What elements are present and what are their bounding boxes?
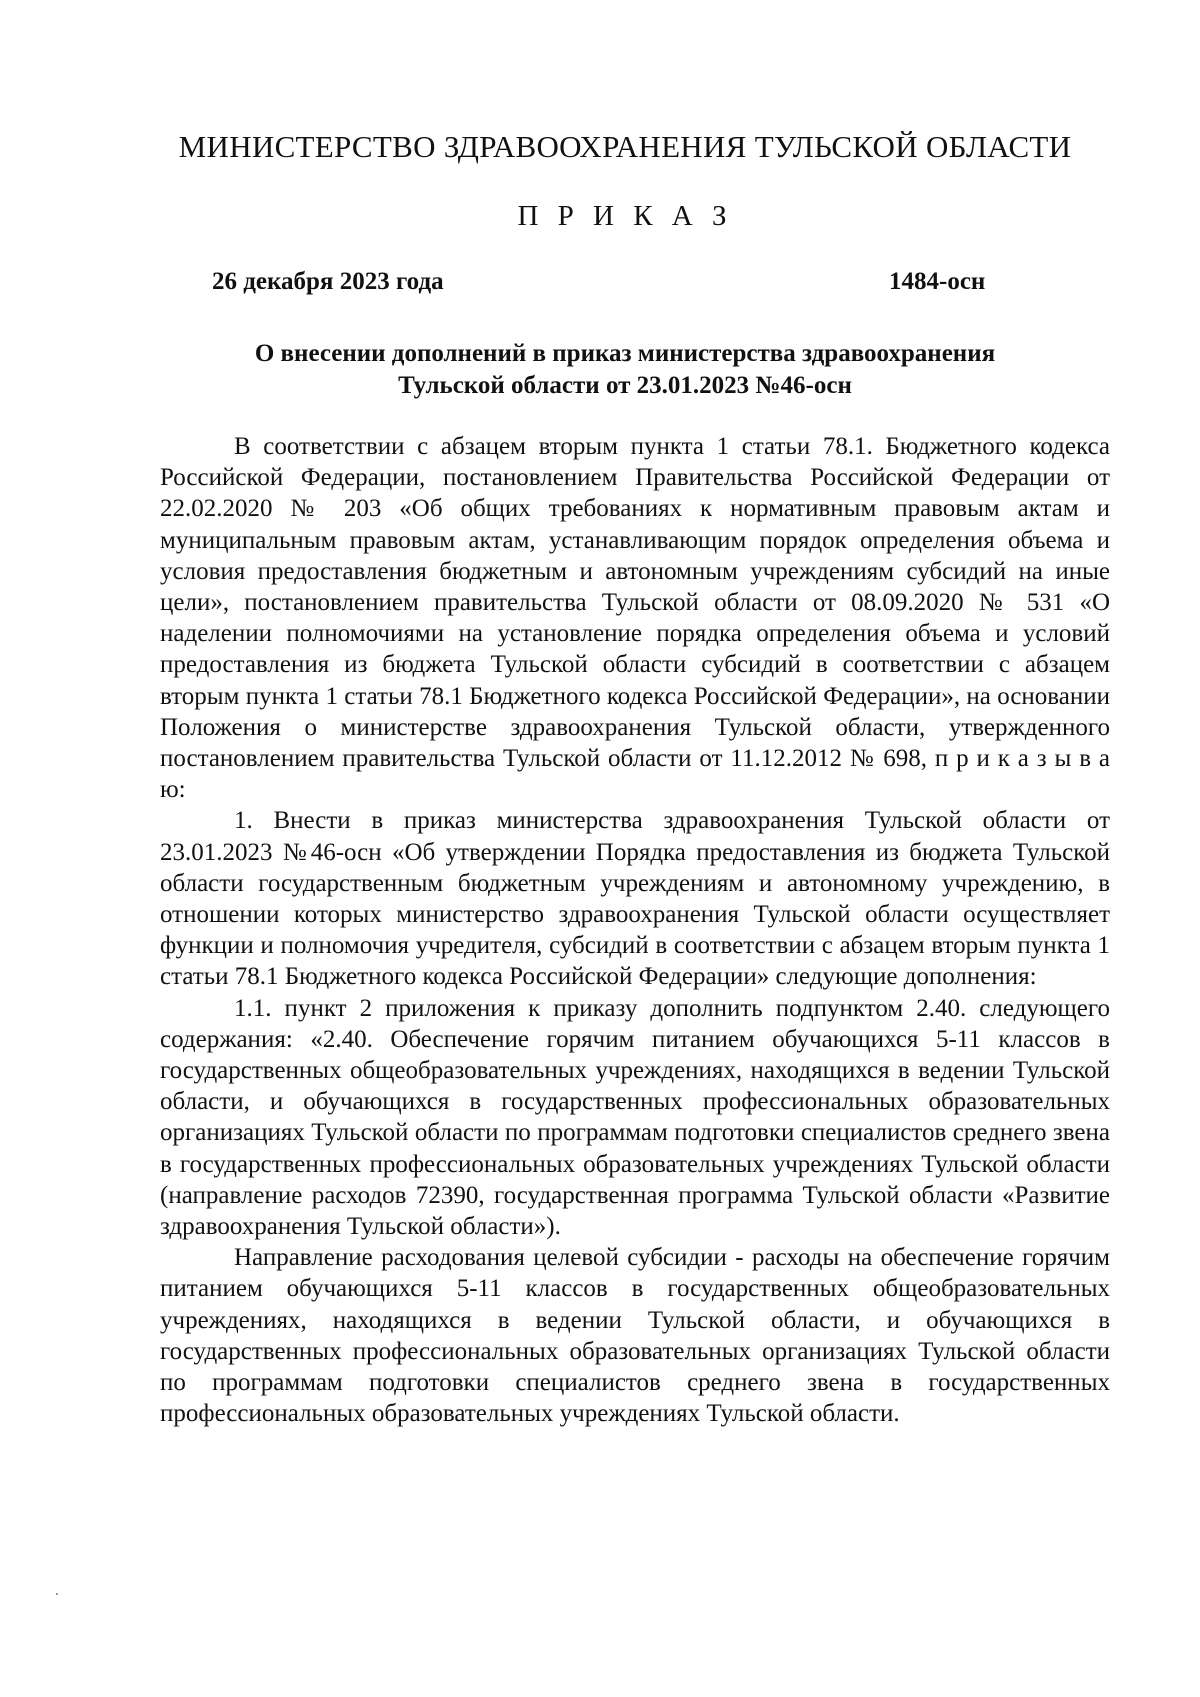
ministry-title: МИНИСТЕРСТВО ЗДРАВООХРАНЕНИЯ ТУЛЬСКОЙ ОБЛАСТИ	[178, 129, 1072, 164]
clause-1-1-paragraph: 1.1. пункт 2 приложения к приказу дополнить подпунктом 2.40. следующего содержания: «2.40. Обеспечение горячим питанием обучающихся 5-11 классов в государственных общеобразовательных учреждениях, находящихся в ведении Тульской области, и обучающихся в государственных профессиональных образовательных организациях Тульской области по программам подготовки специалистов среднего звена в государственных профессиональных образовательных учреждениях Тульской области (направление расходов 72390, государственная программа Тульской области «Развитие здравоохранения Тульской области»).	[160, 994, 1110, 1241]
document-type: П Р И К А З	[517, 200, 733, 232]
order-word: п р и к а з ы в а ю:	[160, 745, 1111, 804]
subject-line-1: О внесении дополнений в приказ министерства здравоохранения	[254, 340, 996, 367]
preamble-paragraph	[160, 431, 1110, 805]
order-subject	[150, 338, 1100, 402]
subsidy-direction-paragraph: Направление расходования целевой субсидии - расходы на обеспечение горячим питанием обучающихся 5-11 классов в государственных общеобразовательных учреждениях, находящихся в ведении Тульской области, и обучающихся в государственных профессиональных образовательных организациях Тульской области по программам подготовки специалистов среднего звена в государственных профессиональных образовательных учреждениях Тульской области.	[160, 1244, 1110, 1428]
order-date: 26 декабря 2023 года	[212, 268, 444, 295]
scan-speck	[56, 1593, 58, 1595]
clause-1-paragraph: 1. Внести в приказ министерства здравоохранения Тульской области от 23.01.2023 №46-осн «Об утверждении Порядка предоставления из бюджета Тульской области государственным бюджетным учреждениям и автономному учреждению, в отношении которых министерство здравоохранения Тульской области осуществляет функции и полномочия учредителя, субсидий в соответствии с абзацем вторым пункта 1 статьи 78.1 Бюджетного кодекса Российской Федерации» следующие дополнения:	[160, 807, 1110, 991]
order-number: 1484-осн	[889, 268, 986, 295]
document-body	[160, 431, 1110, 1430]
preamble-text: В соответствии с абзацем вторым пункта 1 статьи 78.1. Бюджетного кодекса Российской Федерации, постановлением Правительства Российской Федерации от 22.02.2020 № 203 «Об общих требованиях к нормативным правовым актам и муниципальным правовым актам, устанавливающим порядок определения объема и условия предоставления бюджетным и автономным учреждениям субсидий на иные цели», постановлением правительства Тульской области от 08.09.2020 № 531 «О наделении полномочиями на установление порядка определения объема и условий предоставления из бюджета Тульской области субсидий в соответствии с абзацем вторым пункта 1 статьи 78.1 Бюджетного кодекса Российской Федерации», на основании Положения о министерстве здравоохранения Тульской области, утвержденного постановлением правительства Тульской области от 11.12.2012 № 698,	[160, 433, 1110, 773]
subject-line-2: Тульской области от 23.01.2023 №46-осн	[398, 372, 852, 399]
